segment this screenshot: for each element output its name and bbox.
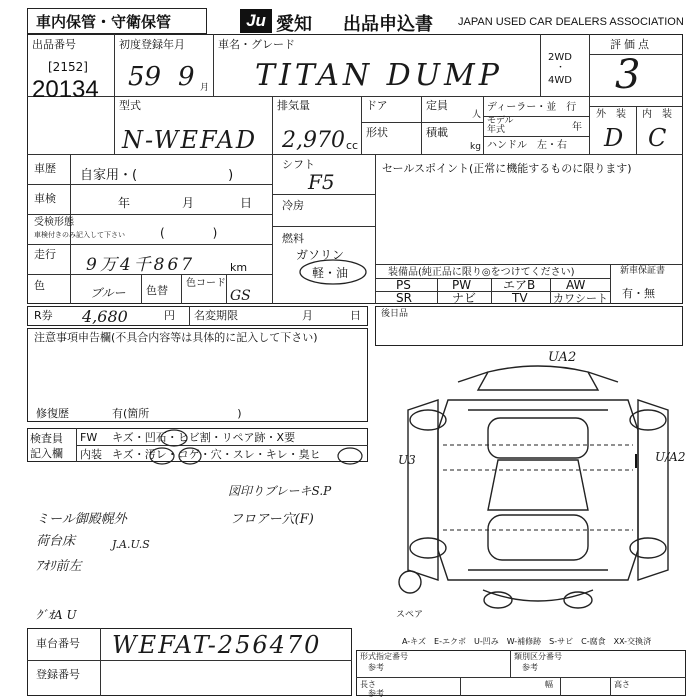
model-year-label: モデル 年式	[487, 116, 514, 135]
note-line-2: 荷台床	[36, 534, 76, 549]
car-name-value: TITAN DUMP	[255, 58, 503, 93]
warranty-label: 新車保証書	[620, 266, 666, 276]
equip-pw: PW	[452, 278, 472, 292]
notes-label: 注意事項申告欄(不具合内容等は具体的に記入して下さい)	[34, 331, 318, 344]
model-cat-label: 形式指定番号	[360, 652, 408, 661]
car-name-label: 車名・グレード	[218, 38, 295, 51]
note-line-4: ｱｵﾘ前左	[36, 559, 82, 574]
drive-dot: ・	[556, 63, 566, 73]
equip-tv: TV	[512, 291, 528, 305]
chassis-label: 車台番号	[36, 637, 80, 650]
class-label: 類別区分番号	[514, 652, 562, 661]
lot-label: 出品番号	[32, 38, 76, 51]
receive-note: 車検付きのみ記入して下さい	[34, 231, 125, 239]
equip-ps: PS	[396, 278, 411, 292]
chassis-number: WEFAT-256470	[112, 631, 322, 659]
drive-2wd: 2WD	[548, 52, 572, 63]
repair-history-value: 有(箇所 )	[112, 407, 242, 420]
equip-leather: カワシート	[553, 292, 608, 305]
repair-history-label: 修復歴	[36, 407, 69, 420]
first-reg-month: 9	[178, 62, 195, 92]
lot-number: 20134	[32, 76, 99, 103]
class-ref: 参考	[522, 663, 538, 672]
inspector-label-2: 記入欄	[30, 447, 63, 460]
inspector-fw-items: キズ・凹石・ヒビ割・リペア跡・X要	[112, 431, 296, 444]
fuel-value: ガソリン	[296, 248, 345, 262]
history-label: 車歴	[34, 162, 56, 175]
plate-label: 登録番号	[36, 668, 80, 681]
model-cat-ref: 参考	[368, 663, 384, 672]
warranty-value: 有・無	[622, 287, 655, 300]
exterior-grade: D	[604, 124, 624, 152]
drive-4wd: 4WD	[548, 75, 572, 86]
inspector-circle-marks	[140, 426, 370, 466]
length-ref: 参考	[368, 689, 384, 698]
shape-label: 形状	[366, 126, 388, 139]
inspection-label: 車検	[34, 192, 56, 205]
equip-airbag: エアB	[503, 278, 536, 292]
org-name: 愛知	[276, 14, 312, 34]
exterior-label: 外 装	[596, 109, 626, 120]
lot-sub: [2152]	[48, 60, 88, 74]
first-reg-label: 初度登録年月	[119, 38, 185, 51]
recycle-label: R券	[34, 309, 53, 322]
fuel-circle	[298, 258, 368, 286]
diagram-top-mark: UA2	[548, 350, 577, 365]
score-value: 3	[615, 52, 641, 98]
receive-value: ( )	[160, 226, 218, 240]
displacement-label: 排気量	[277, 99, 310, 112]
first-reg-year: 59	[128, 62, 162, 92]
note-line-1: ミール御殿幌外	[36, 512, 127, 527]
note-bottom: ｸﾞｵA U	[36, 608, 77, 622]
association-name: JAPAN USED CAR DEALERS ASSOCIATION	[458, 16, 684, 28]
sales-point-label: セールスポイント(正常に機能するものに限ります)	[382, 162, 632, 175]
note-line-3: J.A.U.S	[112, 538, 150, 551]
color-change-label: 色替	[146, 284, 168, 297]
score-label: 評価点	[610, 38, 652, 51]
ac-label: 冷房	[282, 199, 304, 212]
interior-label: 内 装	[642, 109, 672, 120]
fuel-label: 燃料	[282, 232, 304, 245]
mileage-value: 9万4千867	[86, 255, 196, 275]
displacement-value: 2,970	[282, 128, 345, 153]
diagram-left-mark: U3	[398, 453, 416, 467]
load-unit: kg	[470, 142, 481, 152]
deadline-month: 月	[302, 309, 313, 322]
equip-sr: SR	[396, 291, 412, 305]
car-diagram	[388, 350, 688, 620]
document-title: 出品申込書	[343, 14, 433, 34]
note-right-2: フロアー穴(F)	[230, 512, 314, 527]
inspector-fw-label: FW	[80, 431, 98, 444]
equipment-label: 装備品(純正品に限り◎をつけてください)	[388, 267, 575, 278]
capacity-unit: 人	[472, 110, 482, 120]
inspector-int-items: キズ・汚レ・コゲ・穴・スレ・キレ・臭ヒ	[112, 448, 321, 461]
handle-label: ハンドル 左・右	[487, 140, 567, 151]
model-value: N-WEFAD	[122, 126, 258, 154]
ju-logo-text: Ju	[246, 11, 266, 30]
storage-label: 車内保管・守衛保管	[36, 14, 172, 31]
spare-label: スペア	[396, 610, 424, 620]
color-value: ブルー	[90, 286, 126, 300]
inspection-year-unit: 年	[118, 196, 131, 210]
door-label: ドア	[366, 99, 388, 112]
rear-items-label: 後日品	[381, 309, 409, 319]
mileage-unit: km	[230, 261, 248, 274]
equip-aw: AW	[566, 278, 586, 292]
inspection-month-unit: 月	[182, 196, 195, 210]
color-code-label: 色コード	[186, 278, 226, 289]
deadline-label: 名変期限	[194, 309, 238, 322]
load-label: 積載	[426, 126, 448, 139]
interior-grade: C	[648, 124, 667, 152]
inspector-int-label: 内装	[80, 448, 102, 461]
diagram-right-mark: U/A2	[655, 450, 686, 464]
capacity-label: 定員	[426, 99, 448, 112]
shift-label: シフト	[282, 158, 315, 171]
dealer-label: ディーラー・並 行	[487, 102, 577, 113]
color-label: 色	[34, 279, 45, 292]
length-label: 長さ	[360, 680, 376, 689]
displacement-unit: cc	[346, 139, 359, 152]
width-label: 幅	[545, 680, 553, 689]
note-right-1: 図印りブレーキS.P	[228, 484, 332, 498]
equip-navi: ナビ	[452, 291, 477, 305]
color-code-value: GS	[230, 288, 251, 304]
receive-label: 受検形態	[34, 217, 74, 228]
ju-logo	[240, 9, 272, 33]
recycle-unit: 円	[164, 309, 175, 322]
recycle-value: 4,680	[82, 307, 128, 326]
rear-items-box	[375, 306, 683, 346]
model-year-unit: 年	[572, 122, 582, 133]
shift-value: F5	[308, 170, 335, 194]
model-label: 型式	[119, 99, 141, 112]
history-value: 自家用・( )	[80, 168, 234, 183]
inspector-label-1: 検査員	[30, 432, 63, 445]
mileage-label: 走行	[34, 248, 56, 261]
fuel-options: 軽・油	[312, 266, 349, 280]
first-reg-month-unit: 月	[200, 83, 210, 93]
height-label: 高さ	[614, 680, 630, 689]
deadline-day: 日	[350, 309, 361, 322]
inspection-day-unit: 日	[240, 196, 253, 210]
damage-legend: A-キズ E-エクボ U-凹み W-補修跡 S-サビ C-腐食 XX-交換済	[402, 637, 652, 646]
